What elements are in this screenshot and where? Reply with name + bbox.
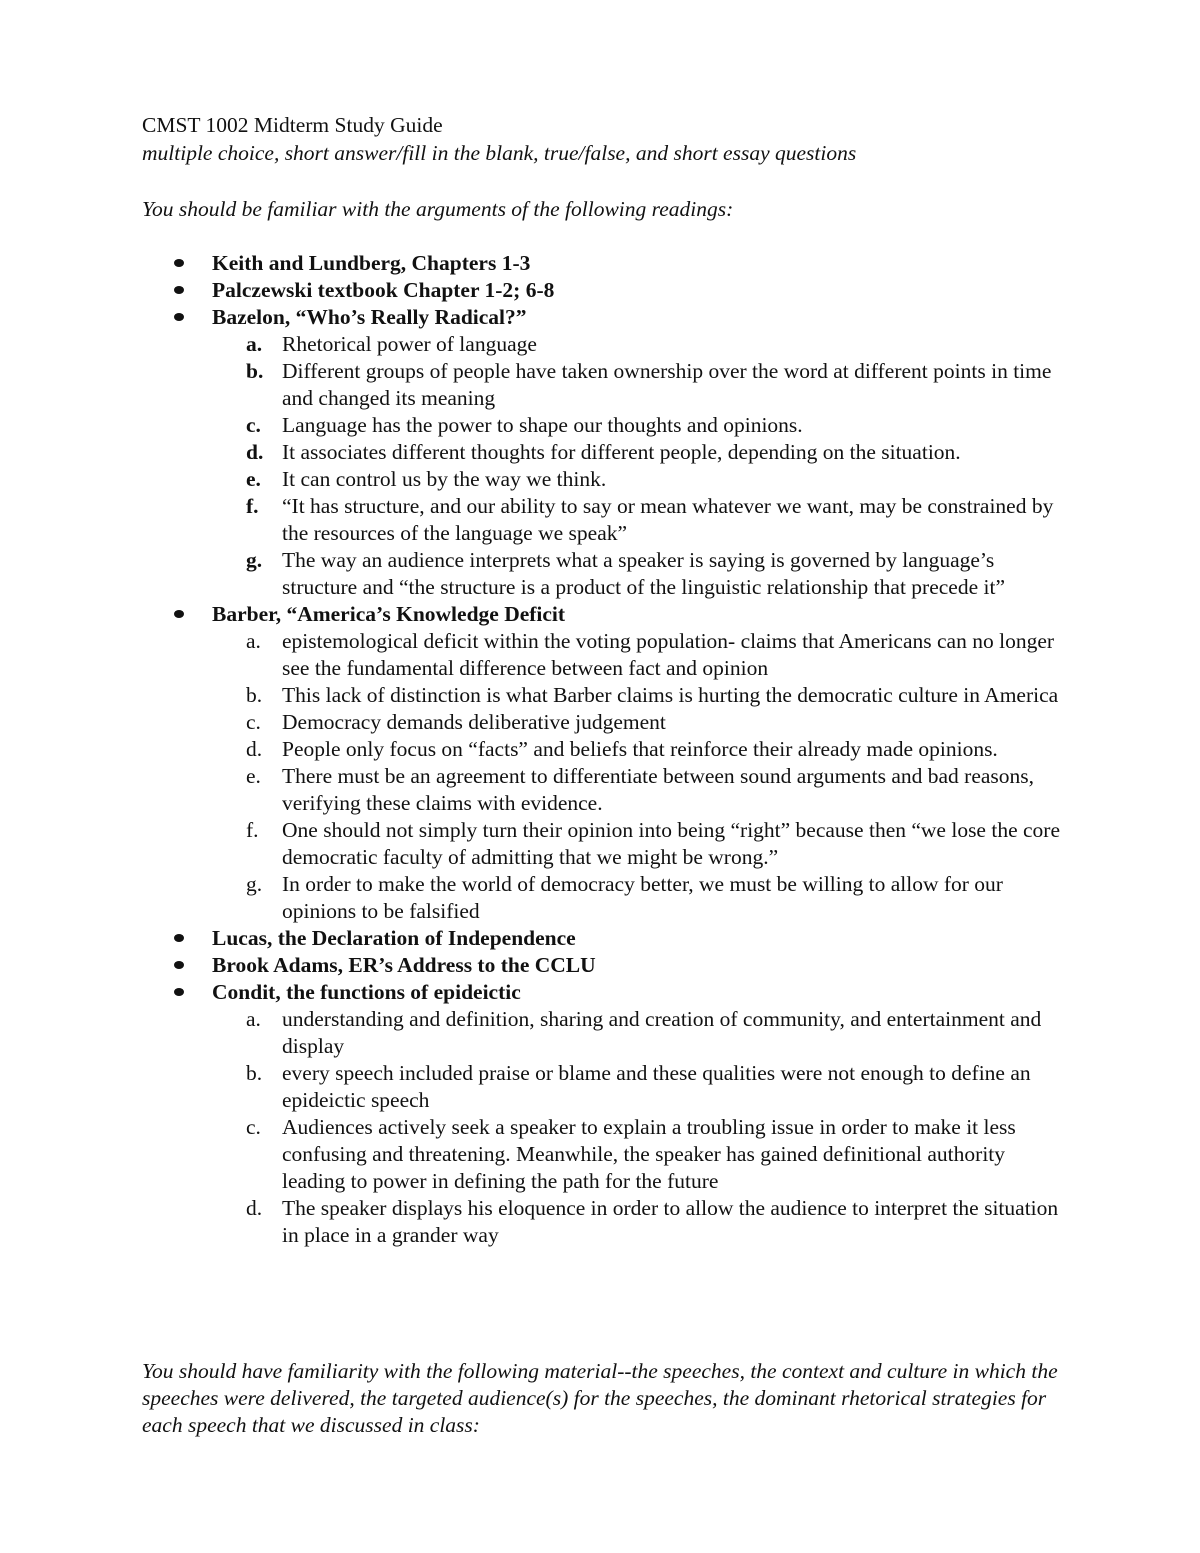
- reading-title: Keith and Lundberg, Chapters 1-3: [212, 251, 531, 275]
- reading-item: [142, 925, 1072, 952]
- reading-item: [142, 952, 1072, 979]
- reading-title: Bazelon, “Who’s Really Radical?”: [212, 305, 527, 329]
- reading-point: [212, 628, 1072, 682]
- point-marker: f.: [246, 818, 259, 842]
- reading-point: [212, 493, 1072, 547]
- document-title: CMST 1002 Midterm Study Guide: [142, 113, 443, 137]
- point-text: understanding and definition, sharing and creation of community, and entertainment and display: [282, 1007, 1042, 1058]
- reading-point: [212, 817, 1072, 871]
- reading-title: Barber, “America’s Knowledge Deficit: [212, 602, 566, 626]
- point-marker: c.: [246, 413, 261, 437]
- point-text: The speaker displays his eloquence in order to allow the audience to interpret the situation in place in a grander way: [282, 1196, 1059, 1247]
- reading-point: [212, 709, 1072, 736]
- point-marker: f.: [246, 494, 259, 518]
- reading-point: [212, 1114, 1072, 1195]
- point-marker: d.: [246, 1196, 263, 1220]
- reading-point: [212, 466, 1072, 493]
- point-text: In order to make the world of democracy better, we must be willing to allow for our opinions to be falsified: [282, 872, 1003, 923]
- point-text: It associates different thoughts for different people, depending on the situation.: [282, 440, 961, 464]
- reading-point: [212, 1006, 1072, 1060]
- reading-point: [212, 1195, 1072, 1249]
- reading-title: Brook Adams, ER’s Address to the CCLU: [212, 953, 596, 977]
- point-marker: c.: [246, 1115, 261, 1139]
- point-marker: g.: [246, 548, 263, 572]
- reading-item: [142, 601, 1072, 925]
- question-types-subtitle: multiple choice, short answer/fill in the blank, true/false, and short essay questions: [142, 141, 857, 165]
- reading-point: [212, 736, 1072, 763]
- reading-points-list: [212, 628, 1072, 925]
- point-text: Language has the power to shape our thoughts and opinions.: [282, 413, 803, 437]
- point-marker: g.: [246, 872, 263, 896]
- reading-item: [142, 304, 1072, 601]
- point-text: This lack of distinction is what Barber claims is hurting the democratic culture in America: [282, 683, 1059, 707]
- point-text: “It has structure, and our ability to say or mean whatever we want, may be constrained by the resources of the language we speak”: [282, 494, 1054, 545]
- point-text: There must be an agreement to differentiate between sound arguments and bad reasons, verifying these claims with evidence.: [282, 764, 1035, 815]
- reading-points-list: [212, 1006, 1072, 1249]
- point-marker: d.: [246, 737, 263, 761]
- point-marker: e.: [246, 467, 261, 491]
- point-text: epistemological deficit within the voting population- claims that Americans can no longer see the fundamental difference between fact and opinion: [282, 629, 1055, 680]
- point-marker: d.: [246, 440, 264, 464]
- reading-point: [212, 1060, 1072, 1114]
- bullet-icon: [174, 610, 184, 618]
- readings-intro: You should be familiar with the arguments of the following readings:: [142, 197, 734, 221]
- reading-item: [142, 277, 1072, 304]
- point-marker: c.: [246, 710, 261, 734]
- bullet-icon: [174, 934, 184, 942]
- point-text: It can control us by the way we think.: [282, 467, 607, 491]
- reading-point: [212, 871, 1072, 925]
- point-marker: e.: [246, 764, 261, 788]
- point-marker: a.: [246, 332, 263, 356]
- reading-point: [212, 547, 1072, 601]
- point-text: Audiences actively seek a speaker to explain a troubling issue in order to make it less confusing and threatening. Meanwhile, the speaker has gained definitional authority leading to power in defining the path for the future: [282, 1115, 1016, 1193]
- point-marker: a.: [246, 1007, 261, 1031]
- point-marker: a.: [246, 629, 261, 653]
- reading-title: Condit, the functions of epideictic: [212, 980, 521, 1004]
- reading-point: [212, 439, 1072, 466]
- point-text: One should not simply turn their opinion into being “right” because then “we lose the core democratic faculty of admitting that we might be wrong.”: [282, 818, 1060, 869]
- bullet-icon: [174, 286, 184, 294]
- point-marker: b.: [246, 1061, 263, 1085]
- reading-title: Palczewski textbook Chapter 1-2; 6-8: [212, 278, 555, 302]
- bullet-icon: [174, 313, 184, 321]
- reading-point: [212, 358, 1072, 412]
- point-text: every speech included praise or blame and these qualities were not enough to define an epideictic speech: [282, 1061, 1031, 1112]
- reading-point: [212, 682, 1072, 709]
- point-text: Rhetorical power of language: [282, 332, 537, 356]
- point-text: Democracy demands deliberative judgement: [282, 710, 666, 734]
- point-text: Different groups of people have taken ownership over the word at different points in time and changed its meaning: [282, 359, 1052, 410]
- closing-paragraph: You should have familiarity with the following material--the speeches, the context and culture in which the speeches were delivered, the targeted audience(s) for the speeches, the dominant rhetorical strategies for each speech that we discussed in class:: [142, 1359, 1058, 1437]
- bullet-icon: [174, 259, 184, 267]
- reading-point: [212, 331, 1072, 358]
- point-marker: b.: [246, 683, 263, 707]
- readings-list: [142, 250, 1072, 1249]
- point-marker: b.: [246, 359, 264, 383]
- reading-point: [212, 763, 1072, 817]
- reading-point: [212, 412, 1072, 439]
- point-text: The way an audience interprets what a speaker is saying is governed by language’s structure and “the structure is a product of the linguistic relationship that precede it”: [282, 548, 1005, 599]
- bullet-icon: [174, 961, 184, 969]
- bullet-icon: [174, 988, 184, 996]
- reading-item: [142, 979, 1072, 1249]
- reading-title: Lucas, the Declaration of Independence: [212, 926, 576, 950]
- reading-item: [142, 250, 1072, 277]
- point-text: People only focus on “facts” and beliefs that reinforce their already made opinions.: [282, 737, 998, 761]
- reading-points-list: [212, 331, 1072, 601]
